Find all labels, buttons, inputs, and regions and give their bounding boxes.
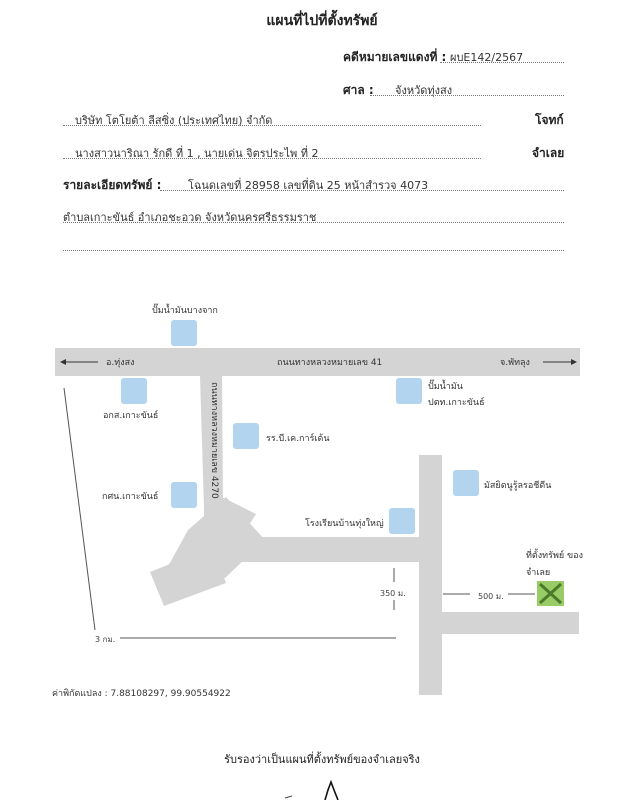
plaintiff-value: บริษัท โตโยต้า ลีสซิ่ง (ประเทศไทย) จำกัด	[75, 114, 273, 127]
plaintiff-label: โจทก์	[535, 113, 564, 127]
court-value: จังหวัดทุ่งสง	[395, 84, 453, 97]
property-marker-label: ที่ตั้งทรัพย์ ของจำเลย	[526, 551, 583, 578]
court-label: ศาล :	[343, 83, 374, 97]
school-ban-icon	[389, 508, 415, 534]
ptt-gas-label: ปั๊มน้ำมัน ปตท.เกาะขันธ์	[428, 382, 485, 408]
school-bpk-label: รร.บี.เค.การ์เด้น	[266, 434, 330, 444]
dir-right-label: จ.พัทลุง	[500, 358, 530, 368]
school-bpk-icon	[233, 423, 259, 449]
sao-label: อกส.เกาะขันธ์	[103, 411, 159, 421]
sao-icon	[121, 378, 147, 404]
road-to-property	[419, 612, 579, 634]
school-ban-label: โรงเรียนบ้านทุ่งใหญ่	[305, 519, 384, 529]
coordinates-text: ค่าพิกัดแปลง : 7.88108297, 99.90554922	[52, 689, 231, 699]
distance-line-3km-vertical	[64, 388, 95, 630]
case-number-value: ผบE142/2567	[450, 51, 524, 64]
case-number-label: คดีหมายเลขแดงที่ :	[343, 50, 447, 64]
ptt-gas-icon	[396, 378, 422, 404]
distance-500-label: 500 ม.	[478, 592, 504, 601]
road-south	[419, 455, 442, 695]
certification-text: รับรองว่าเป็นแผนที่ตั้งทรัพย์ของจำเลยจริง	[224, 753, 420, 766]
dir-left-label: อ.ทุ่งสง	[106, 358, 135, 368]
mosque-label: มัสยิดนูรู้ลรอชีดีน	[484, 481, 552, 491]
mosque-icon	[453, 470, 479, 496]
gas-station-top-icon	[171, 320, 197, 346]
defendant-label: จำเลย	[532, 146, 565, 160]
road-4270-label: ถนนทางหลวงหมายเลข 4270	[209, 382, 219, 499]
property-label: รายละเอียดทรัพย์ :	[63, 178, 162, 192]
distance-350-label: 350 ม.	[380, 589, 406, 598]
highway-41-label: ถนนทางหลวงหมายเลข 41	[277, 358, 383, 368]
location-value: ตำบลเกาะขันธ์ อำเภอชะอวด จังหวัดนครศรีธรรมราช	[63, 211, 317, 224]
distance-3km-label: 3 กม.	[95, 635, 116, 644]
nfe-label: กศน.เกาะขันธ์	[102, 492, 159, 502]
defendant-value: นางสาวนาริณา รักดี ที่ 1 , นายเด่น จิตรประไพ ที่ 2	[75, 147, 319, 160]
nfe-icon	[171, 482, 197, 508]
property-value: โฉนดเลขที่ 28958 เลขที่ดิน 25 หน้าสำรวจ 4073	[188, 179, 429, 192]
document-title: แผนที่ไปที่ตั้งทรัพย์	[266, 13, 378, 29]
road-east-branch	[232, 537, 440, 562]
gas-station-top-label: ปั๊มน้ำมันบางจาก	[152, 306, 218, 316]
